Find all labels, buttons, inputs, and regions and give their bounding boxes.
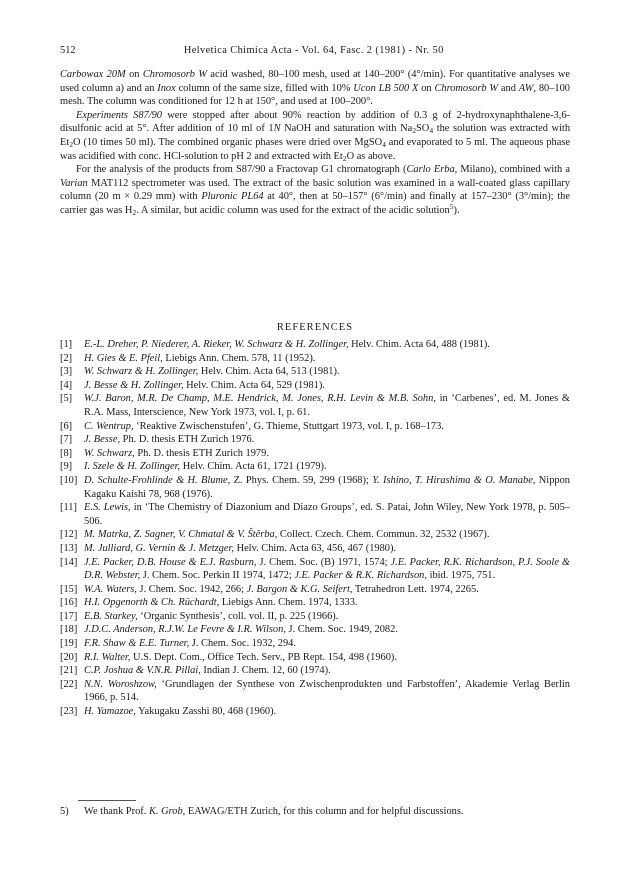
text-span: Varian (60, 177, 88, 189)
reference-text (84, 528, 570, 542)
reference-text (84, 460, 570, 474)
reference-text (84, 392, 570, 419)
reference-authors: E.-L. Dreher, P. Niederer, A. Rieker, W. Schwarz & H. Zollinger, (84, 339, 349, 350)
reference-item (60, 379, 570, 393)
reference-authors: W.A. Waters, (84, 583, 137, 595)
reference-text (84, 420, 570, 434)
reference-authors: D. Schulte-Frohlinde & H. Blume, (84, 474, 231, 486)
reference-number: [3] (60, 366, 73, 378)
subscript: 2 (132, 207, 137, 217)
reference-citation: Yakugaku Zasshi 80, 468 (1960). (135, 706, 277, 718)
reference-citation: Ph. D. thesis ETH Zurich 1976. (120, 434, 255, 446)
text-span: O as above. (346, 150, 396, 162)
text-span: Inox (157, 82, 176, 94)
reference-authors: H.I. Opgenorth & Ch. Rüchardt, (84, 597, 220, 609)
reference-number: [14] (60, 556, 78, 568)
reference-item (60, 610, 570, 624)
reference-text (84, 542, 570, 556)
reference-item (60, 705, 570, 719)
reference-citation: Ph. D. thesis ETH Zurich 1979. (134, 447, 269, 459)
reference-number: [19] (60, 638, 78, 650)
text-span: We thank Prof. (84, 806, 149, 817)
reference-text (84, 379, 570, 393)
reference-citation: ‘Grundlagen der Synthese von Zwischenprodukten und Farbstoffen’, Akademie Verlag Berlin 1966, p. 514. (84, 678, 570, 704)
footnote-ref: 5 (449, 201, 454, 211)
text-span: , EAWAG/ETH Zurich, for this column and for helpful discussions. (182, 806, 464, 817)
references-list (60, 338, 570, 719)
subscript: 2 (342, 153, 347, 163)
reference-authors: C. Wentrup, (84, 420, 134, 432)
reference-item (60, 365, 570, 379)
reference-authors: E.S. Lewis, (84, 502, 131, 514)
running-title: Helvetica Chimica Acta - Vol. 64, Fasc. 2 (1981) - Nr. 50 (183, 45, 444, 56)
text-span: , Milano), combined with a (454, 164, 570, 176)
reference-number: [12] (60, 529, 78, 541)
references-heading: REFERENCES (276, 322, 354, 333)
reference-authors: J. Besse & H. Zollinger, (84, 379, 184, 391)
reference-authors: J.E. Packer & R.K. Richardson, (294, 570, 427, 582)
reference-citation: Helv. Chim. Acta 64, 488 (1981). (348, 339, 490, 350)
reference-item (60, 474, 570, 501)
reference-authors: W.J. Baron, M.R. De Champ, M.E. Hendrick, M. Jones, R.H. Levin & M.B. Sohn, (84, 393, 436, 405)
reference-text (84, 352, 570, 366)
text-span: the solution was extracted with Et (60, 123, 571, 148)
text-span: Carlo Erba (406, 164, 455, 176)
reference-item (60, 460, 570, 474)
reference-citation: Helv. Chim. Acta 64, 513 (1981). (198, 366, 340, 378)
reference-number: [7] (60, 434, 73, 446)
text-span: AW (518, 82, 534, 94)
footnote-rule (78, 800, 136, 801)
reference-item (60, 501, 570, 528)
reference-authors: E.B. Starkey, (84, 610, 138, 622)
reference-text (84, 447, 570, 461)
reference-citation: Z. Phys. Chem. 59, 299 (1968); (230, 474, 373, 486)
text-span: Experiments S87/90 (76, 109, 162, 121)
reference-citation: Liebigs Ann. Chem. 1974, 1333. (219, 597, 358, 609)
text-span: MAT112 spectrometer was used. The extract of the basic solution was examined in a wall-coated glass capillary column (20 m × 0.29 mm) with (60, 177, 570, 203)
reference-number: [20] (60, 651, 78, 663)
reference-citation: J. Chem. Soc. 1932, 294. (189, 638, 296, 650)
text-span: SO (416, 123, 430, 135)
reference-authors: J.D.C. Anderson, R.J.W. Le Fevre & I.R. Wilson, (84, 624, 286, 636)
text-span: NaOH and saturation with Na (280, 123, 413, 135)
reference-authors: C.P. Joshua & V.N.R. Pillai, (84, 665, 201, 677)
text-span: K. Grob (148, 806, 183, 817)
page-header (60, 44, 570, 58)
reference-item (60, 338, 570, 352)
reference-authors: W. Schwarz, (84, 447, 135, 459)
reference-text (84, 623, 570, 637)
reference-text (84, 678, 570, 705)
text-span: Chromosorb W (434, 82, 499, 94)
reference-text (84, 664, 570, 678)
footnote (60, 805, 570, 819)
reference-citation: Helv. Chim. Acta 61, 1721 (1979). (180, 461, 327, 473)
reference-citation: Collect. Czech. Chem. Commun. 32, 2532 (1967). (277, 529, 490, 541)
reference-text (84, 705, 570, 719)
text-span: on (125, 69, 143, 80)
text-span: For the analysis of the products from S87/90 a Fractovap G1 chromatograph ( (76, 164, 407, 176)
reference-authors: Y. Ishino, T. Hirashima & O. Manabe, (372, 474, 536, 486)
reference-item (60, 637, 570, 651)
reference-authors: J.E. Packer, R.K. Richardson, P.J. Soole & D.R. Webster, (84, 556, 570, 582)
reference-item (60, 433, 570, 447)
reference-authors: J. Besse, (84, 434, 121, 446)
reference-number: [8] (60, 447, 73, 459)
text-span: at 40°, then at 50–157° (6°/min) and finally at 157–230° (3°/min); the carrier gas was H (60, 191, 570, 216)
reference-number: [4] (60, 379, 73, 391)
reference-citation: in ‘The Chemistry of Diazonium and Diazo Groups’, ed. S. Patai, John Wiley, New York 1978, p. 505–506. (84, 502, 571, 527)
reference-number: [13] (60, 542, 78, 554)
reference-item (60, 542, 570, 556)
reference-citation: J. Chem. Soc. 1949, 2082. (285, 624, 398, 636)
reference-number: [10] (60, 474, 78, 486)
text-span: . A similar, but acidic column was used for the extract of the acidic solution (136, 204, 450, 216)
reference-citation: Liebigs Ann. Chem. 578, 11 (1952). (162, 352, 316, 364)
reference-item (60, 420, 570, 434)
paragraph-column-conditions (60, 68, 570, 109)
reference-citation: ‘Reaktive Zwischenstufen’, G. Thieme, Stuttgart 1973, vol. I, p. 168–173. (133, 420, 444, 432)
reference-citation: ‘Organic Synthesis’, coll. vol. II, p. 225 (1966). (137, 610, 339, 622)
text-span: Pluronic PL64 (201, 191, 264, 203)
reference-authors: F.R. Shaw & E.E. Turner, (84, 638, 190, 650)
subscript: 2 (412, 126, 417, 136)
reference-citation: Nippon Kagaku Kaishi 78, 968 (1976). (84, 474, 570, 500)
text-span: and evaporated to 5 ml. The aqueous phase was acidified with conc. HCl-solution to pH 2 and extracted with Et (60, 136, 570, 162)
reference-citation: Helv. Chim. Acta 63, 456, 467 (1980). (233, 542, 397, 554)
reference-number: [9] (60, 461, 73, 473)
subscript: 2 (69, 139, 74, 149)
reference-citation: in ‘Carbenes’, ed. M. Jones & R.A. Mass, Interscience, New York 1973, vol. I, p. 61. (84, 393, 570, 418)
reference-text (84, 474, 570, 501)
experimental-text (60, 68, 570, 218)
page-number: 512 (60, 45, 76, 56)
paragraph-analysis (60, 163, 570, 217)
reference-citation: Indian J. Chem. 12, 60 (1974). (200, 665, 331, 677)
footnote-mark: 5) (60, 806, 69, 817)
reference-authors: J. Bargon & K.G. Seifert, (246, 583, 353, 595)
reference-item (60, 447, 570, 461)
text-span: were stopped after about 90% reaction by addition of 0.3 g of 2-hydroxynaphthalene-3,6-disulfonic acid at 5°. After addition of 10 ml of 1 (60, 109, 570, 135)
reference-item (60, 623, 570, 637)
text-span: column of the same size, filled with 10% (175, 82, 354, 94)
reference-authors: N.N. Woroshzow, (84, 678, 157, 690)
text-span: Ucon LB 500 X (353, 82, 419, 94)
reference-number: [22] (60, 678, 78, 690)
reference-authors: R.I. Walter, (84, 651, 131, 663)
reference-text (84, 501, 570, 528)
reference-citation: J. Chem. Soc. 1942, 266; (136, 583, 247, 595)
text-span: ). (453, 204, 460, 216)
reference-item (60, 352, 570, 366)
reference-citation: U.S. Dept. Com., Office Tech. Serv., PB Rept. 154, 498 (1960). (130, 651, 397, 663)
paragraph-experiments (60, 109, 570, 163)
reference-citation: ibid. 1975, 751. (426, 570, 496, 582)
reference-item (60, 528, 570, 542)
reference-citation: Helv. Chim. Acta 64, 529 (1981). (183, 379, 325, 391)
reference-item (60, 678, 570, 705)
reference-text (84, 583, 570, 597)
reference-text (84, 556, 570, 583)
text-span: and (498, 82, 519, 94)
text-span: on (418, 82, 435, 94)
footnote-text (84, 805, 463, 819)
reference-number: [11] (60, 502, 77, 514)
reference-text (84, 651, 570, 665)
reference-number: [21] (60, 665, 78, 677)
reference-item (60, 392, 570, 419)
text-span: N (273, 123, 281, 135)
reference-authors: M. Matrka, Z. Sagner, V. Chmatal & V. Štěrba, (84, 529, 278, 541)
reference-item (60, 556, 570, 583)
reference-text (84, 365, 570, 379)
text-span: Chromosorb W (142, 69, 208, 80)
reference-text (84, 610, 570, 624)
reference-text (84, 433, 570, 447)
reference-item (60, 583, 570, 597)
reference-item (60, 596, 570, 610)
reference-authors: H. Yamazoe, (84, 706, 136, 718)
reference-authors: W. Schwarz & H. Zollinger, (84, 366, 199, 378)
reference-number: [5] (60, 393, 73, 405)
reference-authors: J.E. Packer, D.B. House & E.J. Rasburn, (84, 556, 257, 568)
reference-text (84, 338, 570, 352)
reference-text (84, 637, 570, 651)
reference-item (60, 651, 570, 665)
reference-number: [23] (60, 706, 78, 718)
reference-authors: H. Gies & E. Pfeil, (84, 352, 163, 364)
text-span: O (10 times 50 ml). The combined organic phases were dried over MgSO (73, 136, 383, 148)
reference-number: [1] (60, 339, 73, 350)
text-span: , 80–100 mesh. The column was conditioned for 12 h at 150°, and used at 100–200°. (60, 82, 570, 108)
reference-citation: J. Chem. Soc. (B) 1971, 1574; (256, 556, 391, 568)
subscript: 4 (429, 126, 434, 136)
reference-authors: M. Julliard, G. Vernin & J. Metzger, (84, 542, 234, 554)
reference-number: [18] (60, 624, 78, 636)
text-span: Carbowax 20M (60, 69, 126, 80)
reference-text (84, 596, 570, 610)
reference-item (60, 664, 570, 678)
text-span: acid washed, 80–100 mesh, used at 140–200° (4°/min). For quantitative analyses we used column a) and an (60, 69, 570, 94)
reference-number: [6] (60, 420, 73, 432)
reference-number: [17] (60, 610, 78, 622)
reference-number: [15] (60, 583, 78, 595)
subscript: 4 (382, 139, 386, 149)
reference-number: [2] (60, 352, 73, 364)
reference-citation: Tetrahedron Lett. 1974, 2265. (352, 583, 479, 595)
reference-citation: J. Chem. Soc. Perkin II 1974, 1472; (140, 570, 295, 582)
reference-number: [16] (60, 597, 78, 609)
reference-authors: I. Szele & H. Zollinger, (84, 461, 181, 473)
